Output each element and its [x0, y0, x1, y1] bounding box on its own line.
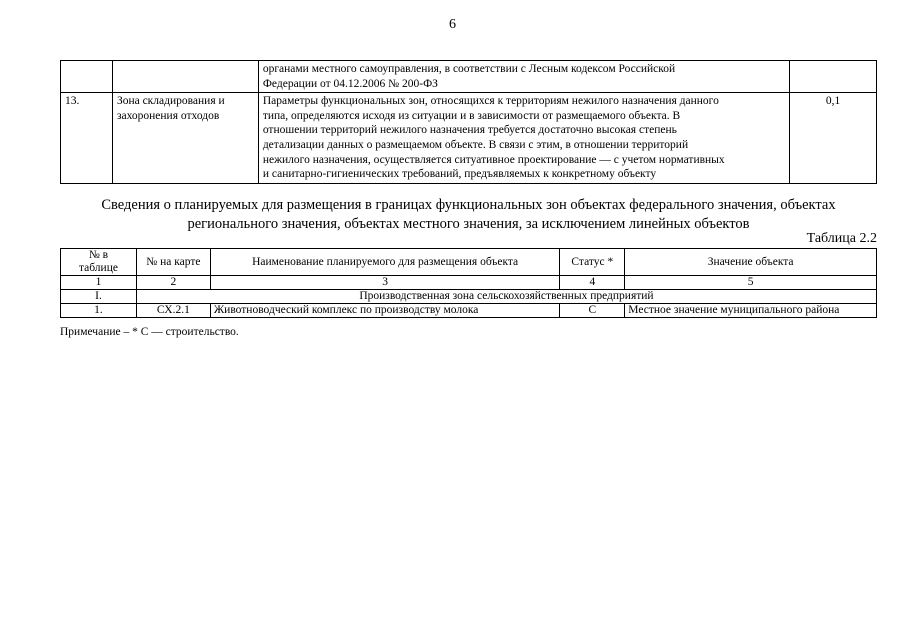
row-number: 1.: [61, 304, 137, 318]
zone-value-cell: [790, 61, 877, 93]
header-status: Статус *: [560, 249, 625, 276]
zone-number-cell: 13.: [61, 93, 113, 184]
page-number: 6: [449, 17, 456, 32]
column-number: 2: [136, 276, 210, 290]
table-row: [61, 93, 877, 184]
object-name: Животноводческий комплекс по производству молока: [210, 304, 560, 318]
table-row: [61, 304, 877, 318]
description-line: детализации данных о размещаемом объекте. В связи с этим, в отношении территорий: [262, 138, 689, 151]
column-number: 1: [61, 276, 137, 290]
description-line: нежилого назначения, осуществляется ситуативное проектирование — с учетом нормативных: [262, 153, 725, 166]
header-map-number: № на карте: [136, 249, 210, 276]
zone-number-cell: [61, 61, 113, 93]
section-heading: [60, 196, 877, 234]
zone-name-line: захоронения отходов: [116, 109, 220, 122]
header-significance: Значение объекта: [625, 249, 877, 276]
zone-description-cell: [258, 61, 789, 93]
header-object-name: Наименование планируемого для размещения объекта: [210, 249, 560, 276]
header-table-number: [61, 249, 137, 276]
column-number: 3: [210, 276, 560, 290]
column-number: 4: [560, 276, 625, 290]
table-header-row: [61, 249, 877, 276]
zone-value-cell: 0,1: [790, 93, 877, 184]
map-number: СХ.2.1: [136, 304, 210, 318]
description-line: органами местного самоуправления, в соответствии с Лесным кодексом Российской: [262, 63, 676, 75]
zone-name-cell: [112, 61, 258, 93]
description-line: типа, определяются исходя из ситуации и в зависимости от размещаемого объекта. В: [262, 109, 681, 122]
header-line: таблице: [78, 262, 118, 274]
table-caption: Таблица 2.2: [806, 231, 877, 246]
table-row: [61, 61, 877, 93]
footnote: Примечание – * С — строительство.: [60, 326, 239, 338]
zone-name-cell: [112, 93, 258, 184]
object-status: С: [560, 304, 625, 318]
header-line: № в: [88, 249, 109, 261]
planned-objects-table: [60, 248, 877, 318]
description-line: и санитарно-гигиенических требований, предъявляемых к конкретному объекту: [262, 168, 657, 181]
group-row: [61, 290, 877, 304]
object-significance: Местное значение муниципального района: [625, 304, 877, 318]
description-line: Параметры функциональных зон, относящихся к территориям нежилого назначения данного: [262, 95, 719, 108]
zones-table-continuation: [60, 60, 877, 184]
description-line: Федерации от 04.12.2006 № 200-ФЗ: [262, 77, 438, 90]
description-line: отношении территорий нежилого назначения требуется достаточно высокая степень: [262, 124, 677, 137]
section-heading-line: регионального значения, объектах местного значения, за исключением линейных объектов: [187, 216, 750, 232]
group-title: Производственная зона сельскохозяйственных предприятий: [136, 290, 876, 304]
column-number: 5: [625, 276, 877, 290]
group-number: I.: [61, 290, 137, 304]
zone-description-cell: [258, 93, 789, 184]
section-heading-line: Сведения о планируемых для размещения в границах функциональных зон объектах федерального значения, объектах: [101, 197, 836, 213]
zone-name-line: Зона складирования и: [116, 95, 225, 108]
column-numbers-row: [61, 276, 877, 290]
